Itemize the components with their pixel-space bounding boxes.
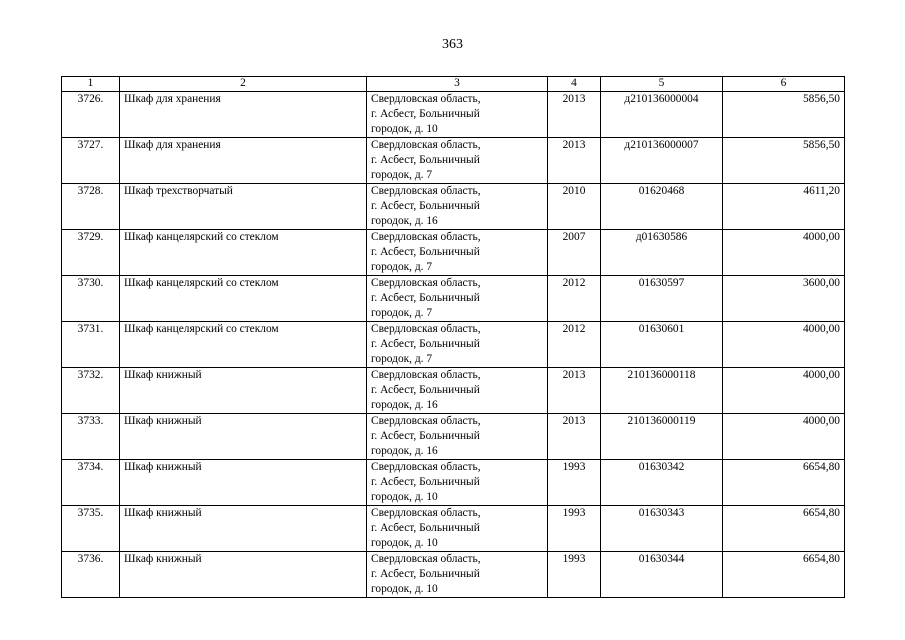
- item-cost: 6654,80: [723, 460, 845, 506]
- row-number: 3728.: [62, 184, 120, 230]
- item-address: Свердловская область, г. Асбест, Больничный городок, д. 7: [367, 276, 548, 322]
- item-cost: 6654,80: [723, 552, 845, 598]
- table-row: [62, 230, 845, 276]
- item-year: 1993: [548, 460, 601, 506]
- inventory-number: д210136000004: [601, 92, 723, 138]
- item-address: Свердловская область, г. Асбест, Больничный городок, д. 10: [367, 506, 548, 552]
- table-row: [62, 276, 845, 322]
- column-header: 2: [120, 77, 367, 92]
- item-name: Шкаф трехстворчатый: [120, 184, 367, 230]
- item-cost: 4000,00: [723, 368, 845, 414]
- item-cost: 4000,00: [723, 322, 845, 368]
- item-year: 2012: [548, 322, 601, 368]
- item-year: 2013: [548, 368, 601, 414]
- page-number: 363: [442, 37, 463, 52]
- item-cost: 6654,80: [723, 506, 845, 552]
- table-row: [62, 506, 845, 552]
- item-address: Свердловская область, г. Асбест, Больничный городок, д. 7: [367, 138, 548, 184]
- item-address: Свердловская область, г. Асбест, Больничный городок, д. 10: [367, 460, 548, 506]
- table-row: [62, 414, 845, 460]
- table-row: [62, 92, 845, 138]
- item-cost: 5856,50: [723, 138, 845, 184]
- row-number: 3736.: [62, 552, 120, 598]
- item-name: Шкаф книжный: [120, 368, 367, 414]
- item-cost: 4000,00: [723, 230, 845, 276]
- column-header: 5: [601, 77, 723, 92]
- row-number: 3733.: [62, 414, 120, 460]
- item-cost: 4000,00: [723, 414, 845, 460]
- inventory-number: 01630342: [601, 460, 723, 506]
- item-address: Свердловская область, г. Асбест, Больничный городок, д. 16: [367, 184, 548, 230]
- header-row: [62, 77, 845, 92]
- item-name: Шкаф книжный: [120, 414, 367, 460]
- item-year: 2013: [548, 92, 601, 138]
- row-number: 3734.: [62, 460, 120, 506]
- inventory-number: 01630343: [601, 506, 723, 552]
- inventory-number: 210136000118: [601, 368, 723, 414]
- item-address: Свердловская область, г. Асбест, Больничный городок, д. 7: [367, 230, 548, 276]
- item-address: Свердловская область, г. Асбест, Больничный городок, д. 16: [367, 414, 548, 460]
- column-header: 4: [548, 77, 601, 92]
- row-number: 3732.: [62, 368, 120, 414]
- row-number: 3727.: [62, 138, 120, 184]
- item-address: Свердловская область, г. Асбест, Больничный городок, д. 16: [367, 368, 548, 414]
- item-name: Шкаф книжный: [120, 552, 367, 598]
- column-header: 3: [367, 77, 548, 92]
- item-year: 2007: [548, 230, 601, 276]
- table-row: [62, 552, 845, 598]
- inventory-number: 01630344: [601, 552, 723, 598]
- inventory-number: д01630586: [601, 230, 723, 276]
- item-year: 2013: [548, 414, 601, 460]
- item-year: 2010: [548, 184, 601, 230]
- item-name: Шкаф канцелярский со стеклом: [120, 276, 367, 322]
- item-year: 1993: [548, 552, 601, 598]
- row-number: 3735.: [62, 506, 120, 552]
- item-address: Свердловская область, г. Асбест, Больничный городок, д. 7: [367, 322, 548, 368]
- inventory-number: 210136000119: [601, 414, 723, 460]
- item-name: Шкаф для хранения: [120, 138, 367, 184]
- item-name: Шкаф для хранения: [120, 92, 367, 138]
- item-name: Шкаф книжный: [120, 460, 367, 506]
- inventory-number: д210136000007: [601, 138, 723, 184]
- row-number: 3729.: [62, 230, 120, 276]
- item-year: 2013: [548, 138, 601, 184]
- table-row: [62, 138, 845, 184]
- row-number: 3726.: [62, 92, 120, 138]
- row-number: 3730.: [62, 276, 120, 322]
- column-header: 6: [723, 77, 845, 92]
- item-year: 1993: [548, 506, 601, 552]
- column-header: 1: [62, 77, 120, 92]
- property-table: [61, 76, 845, 598]
- item-year: 2012: [548, 276, 601, 322]
- item-cost: 3600,00: [723, 276, 845, 322]
- item-name: Шкаф канцелярский со стеклом: [120, 322, 367, 368]
- item-name: Шкаф книжный: [120, 506, 367, 552]
- inventory-number: 01630601: [601, 322, 723, 368]
- item-name: Шкаф канцелярский со стеклом: [120, 230, 367, 276]
- row-number: 3731.: [62, 322, 120, 368]
- table-row: [62, 368, 845, 414]
- item-cost: 4611,20: [723, 184, 845, 230]
- item-address: Свердловская область, г. Асбест, Больничный городок, д. 10: [367, 552, 548, 598]
- table-row: [62, 322, 845, 368]
- inventory-number: 01620468: [601, 184, 723, 230]
- inventory-number: 01630597: [601, 276, 723, 322]
- item-address: Свердловская область, г. Асбест, Больничный городок, д. 10: [367, 92, 548, 138]
- table-row: [62, 460, 845, 506]
- item-cost: 5856,50: [723, 92, 845, 138]
- table-row: [62, 184, 845, 230]
